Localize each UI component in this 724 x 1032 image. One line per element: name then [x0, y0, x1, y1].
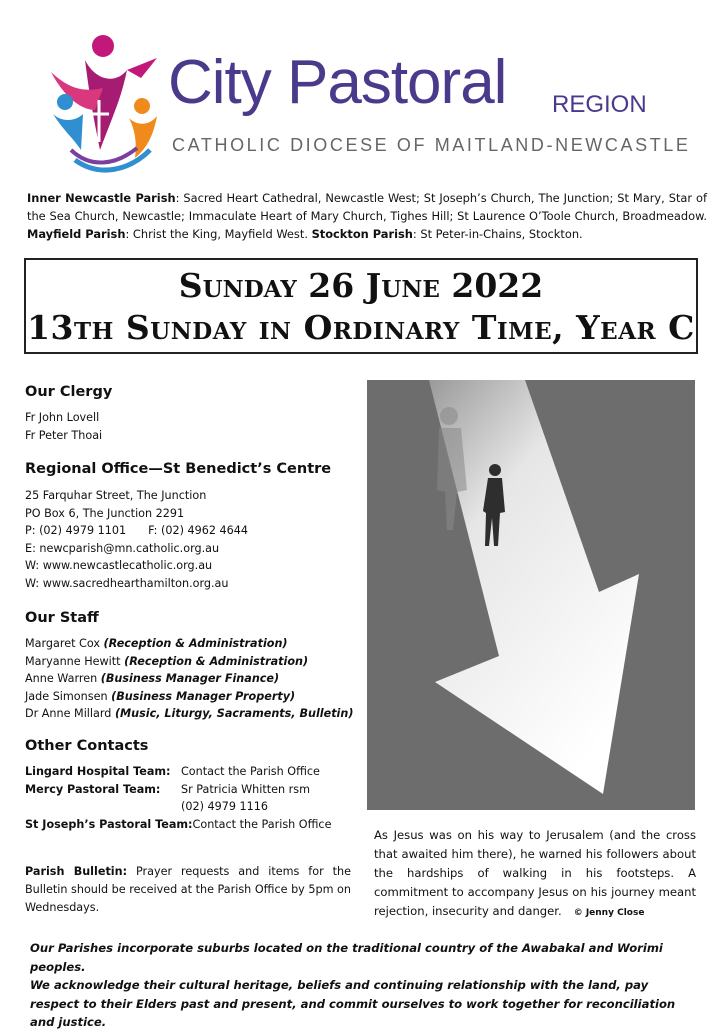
contact-label-spacer — [25, 798, 181, 816]
staff-role: (Business Manager Finance) — [100, 672, 280, 685]
staff-member — [25, 705, 353, 723]
contact-row — [25, 763, 331, 781]
staff-member — [25, 653, 353, 671]
contacts-list — [25, 763, 331, 833]
office-heading: Regional Office—St Benedict’s Centre — [25, 461, 332, 477]
brand-region: REGION — [552, 91, 647, 118]
office-website-link[interactable]: W: www.newcastlecatholic.org.au — [25, 559, 213, 572]
staff-member — [25, 688, 353, 706]
contact-row — [25, 781, 331, 799]
office-details — [25, 487, 248, 592]
bulletin-note — [25, 863, 351, 917]
staff-name: Maryanne Hewitt — [25, 654, 125, 668]
contacts-heading: Other Contacts — [25, 738, 149, 754]
sunday-date: Sunday 26 June 2022 — [178, 266, 544, 305]
staff-name: Dr Anne Millard — [25, 707, 115, 720]
artist-credit: © Jenny Close — [573, 908, 645, 918]
contact-value: Sr Patricia Whitten rsm — [181, 782, 311, 796]
stockton-parish-text: : St Peter-in-Chains, Stockton. — [412, 227, 583, 241]
clergy-name: Fr Peter Thoai — [25, 428, 103, 442]
diocese-name: CATHOLIC DIOCESE OF MAITLAND-NEWCASTLE — [172, 135, 691, 155]
office-phone: P: (02) 4979 1101 — [25, 524, 127, 537]
staff-role: (Reception & Administration) — [124, 654, 309, 668]
contact-phone: (02) 4979 1116 — [181, 800, 269, 813]
staff-role: (Business Manager Property) — [111, 689, 296, 703]
inner-parish-text: : Sacred Heart Cathedral, Newcastle West; St Joseph’s Church, The Junction; St Mary, Star of the Sea Church, Newcastle; Immaculate Heart of Mary Church, Tighes Hill; St Laurence O’Toole Church, Broadmeadow. — [27, 191, 707, 223]
office-phone-fax — [25, 522, 248, 540]
clergy-list — [25, 409, 102, 444]
contact-label: Lingard Hospital Team: — [25, 765, 171, 778]
title-box — [24, 258, 698, 354]
acknowledgement-line: Our Parishes incorporate suburbs located on the traditional country of the Awabakal and Worimi peoples. — [30, 941, 663, 974]
clergy-name: Fr John Lovell — [25, 411, 100, 424]
contact-row — [25, 816, 331, 834]
staff-member — [25, 635, 353, 653]
mayfield-parish-text: : Christ the King, Mayfield West. — [125, 227, 312, 241]
artwork-caption — [374, 826, 696, 923]
inner-parish-label: Inner Newcastle Parish — [27, 191, 176, 205]
logo-figures-icon — [45, 30, 165, 180]
staff-name: Jade Simonsen — [25, 689, 112, 703]
bulletin-label: Parish Bulletin: — [25, 865, 128, 878]
staff-name: Margaret Cox — [25, 637, 104, 650]
caption-text: As Jesus was on his way to Jerusalem (and the cross that awaited him there), he warned his followers about the hardships of walking in his footsteps. A commitment to accompany Jesus on his journey meant rejection, insecurity and danger. — [374, 828, 696, 918]
contact-row — [25, 798, 331, 816]
stockton-parish-label: Stockton Parish — [311, 227, 413, 241]
office-email[interactable]: E: newcparish@mn.catholic.org.au — [25, 541, 220, 555]
parishes-list — [27, 189, 707, 243]
staff-list — [25, 635, 353, 723]
contact-label: St Joseph’s Pastoral Team: — [25, 817, 193, 831]
acknowledgement-line: We acknowledge their cultural heritage, beliefs and continuing relationship with the land, pay respect to their Elders past and present, and commit ourselves to work together for reconciliation and justice. — [30, 978, 676, 1029]
office-address-line: 25 Farquhar Street, The Junction — [25, 489, 207, 502]
staff-member — [25, 670, 353, 688]
staff-heading: Our Staff — [25, 610, 99, 626]
clergy-heading: Our Clergy — [25, 384, 113, 400]
liturgical-week: 13th Sunday in Ordinary Time, Year C — [27, 308, 695, 347]
acknowledgement-of-country — [30, 939, 700, 1032]
office-website-link[interactable]: W: www.sacredhearthamilton.org.au — [25, 576, 229, 590]
staff-name: Anne Warren — [25, 672, 101, 685]
path-arrow-illustration — [367, 380, 695, 810]
contact-value: Contact the Parish Office — [192, 817, 332, 831]
mayfield-parish-label: Mayfield Parish — [27, 227, 126, 241]
office-fax: F: (02) 4962 4644 — [148, 524, 249, 537]
staff-role: (Reception & Administration) — [103, 637, 288, 650]
contact-value: Contact the Parish Office — [181, 765, 320, 778]
staff-role: (Music, Liturgy, Sacraments, Bulletin) — [114, 707, 354, 720]
office-po-box: PO Box 6, The Junction 2291 — [25, 506, 185, 520]
contact-label: Mercy Pastoral Team: — [25, 782, 161, 796]
bulletin-text: Prayer requests and items for the Bulletin should be received at the Parish Office by 5pm on Wednesdays. — [25, 865, 351, 914]
brand-title: City Pastoral — [168, 48, 507, 117]
